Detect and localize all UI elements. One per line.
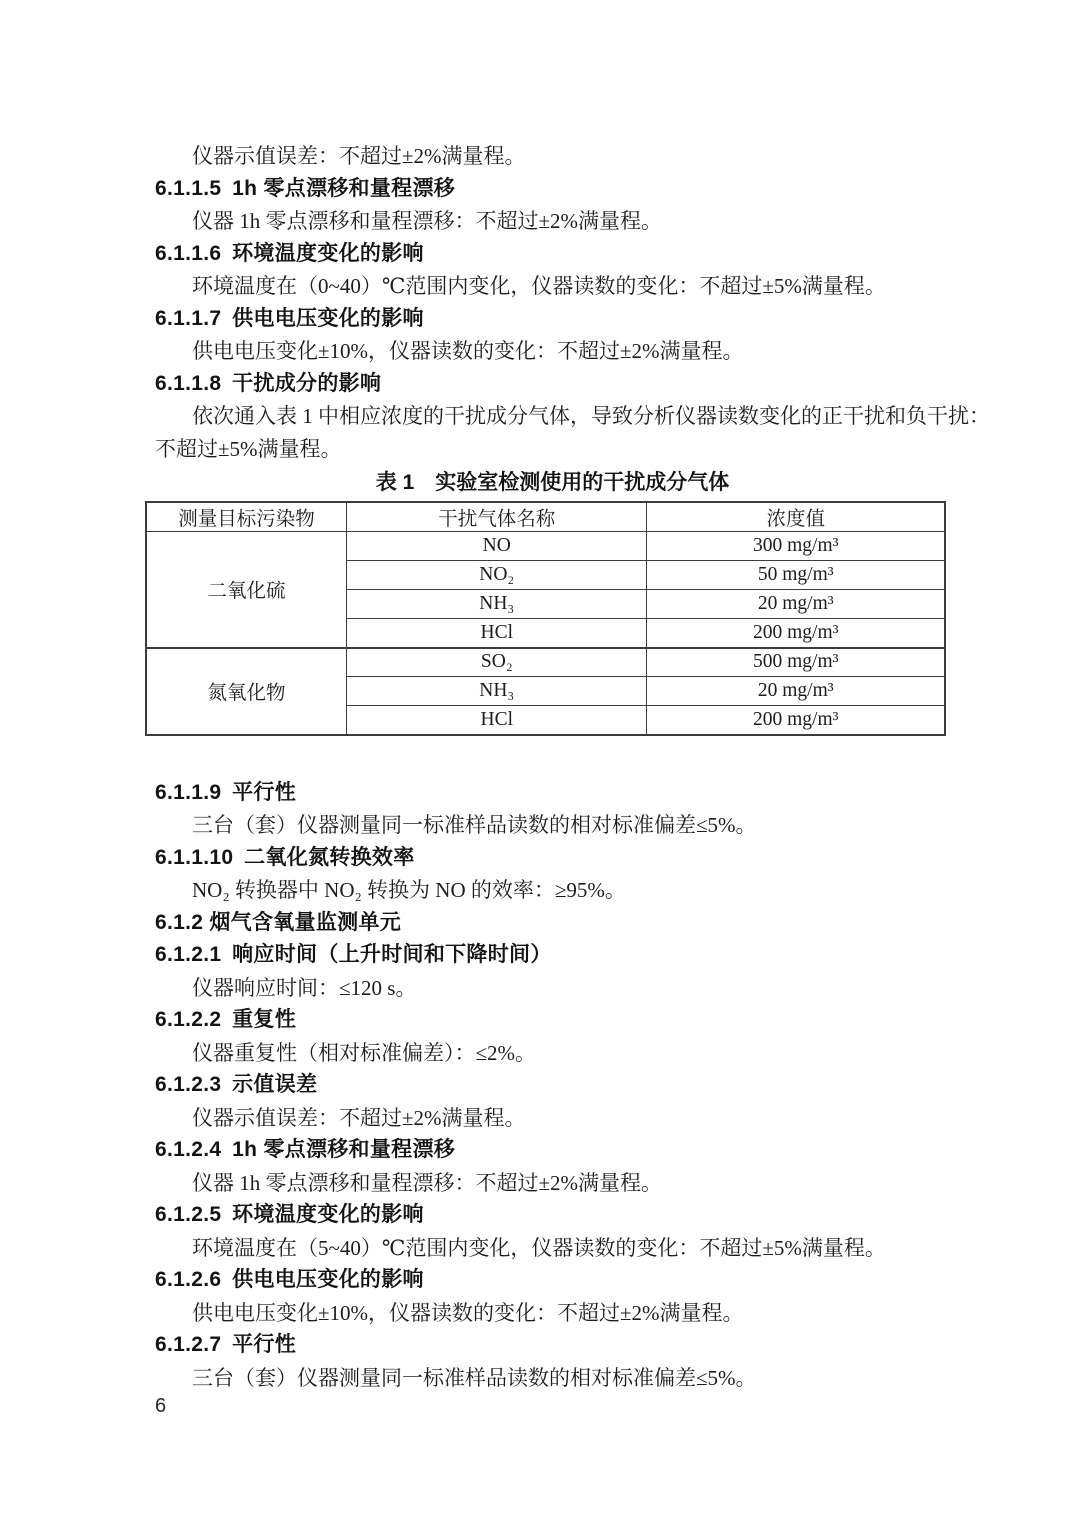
heading-6-1-1-8: 6.1.1.8 干扰成分的影响 — [155, 371, 382, 395]
heading-6-1-1-5: 6.1.1.5 1h 零点漂移和量程漂移 — [155, 176, 456, 200]
table-cell-gas: HCl — [347, 619, 647, 648]
col-header-pollutant: 测量目标污染物 — [146, 502, 347, 532]
table-cell-gas: NH₃ — [347, 677, 647, 706]
table-cell-gas: NO₂ — [347, 561, 647, 590]
table-cell-gas: NO — [347, 532, 647, 561]
heading-6-1-2-2: 6.1.2.2 重复性 — [155, 1008, 297, 1031]
table-cell-gas: HCl — [347, 706, 647, 735]
table-cell-value: 20 mg/m³ — [647, 590, 945, 619]
document-content — [155, 140, 990, 1394]
clause-body: 仪器 1h 零点漂移和量程漂移：不超过±2%满量程。 — [192, 1170, 663, 1195]
heading-6-1-2-5: 6.1.2.5 环境温度变化的影响 — [155, 1203, 424, 1226]
clause-body: 供电电压变化±10%，仪器读数的变化：不超过±2%满量程。 — [192, 339, 744, 363]
heading-6-1-2-1: 6.1.2.1 响应时间（上升时间和下降时间） — [155, 943, 552, 966]
heading-6-1-1-7: 6.1.1.7 供电电压变化的影响 — [155, 306, 424, 330]
table-header-row — [146, 502, 945, 532]
clause-body: 仪器重复性（相对标准偏差）：≤2%。 — [192, 1040, 537, 1065]
heading-6-1-1-10: 6.1.1.10 二氧化氮转换效率 — [155, 845, 415, 869]
clause-body: NO₂ 转换器中 NO₂ 转换为 NO 的效率：≥95%。 — [192, 878, 626, 902]
table-title: 表 1 实验室检测使用的干扰成分气体 — [375, 471, 730, 494]
clause-body: 供电电压变化±10%，仪器读数的变化：不超过±2%满量程。 — [192, 1300, 744, 1325]
table-cell-pollutant: 氮氧化物 — [146, 648, 347, 735]
table-cell-value: 50 mg/m³ — [647, 561, 945, 590]
heading-6-1-2-4: 6.1.2.4 1h 零点漂移和量程漂移 — [155, 1138, 456, 1161]
heading-6-1-2-6: 6.1.2.6 供电电压变化的影响 — [155, 1268, 424, 1291]
table-cell-value: 200 mg/m³ — [647, 706, 945, 735]
heading-6-1-2: 6.1.2 烟气含氧量监测单元 — [155, 910, 402, 934]
clause-body: 仪器示值误差：不超过±2%满量程。 — [192, 1105, 526, 1130]
clause-body: 环境温度在（0~40）℃范围内变化，仪器读数的变化：不超过±5%满量程。 — [192, 274, 886, 298]
interference-gas-table — [145, 501, 946, 736]
table-cell-value: 500 mg/m³ — [647, 648, 945, 677]
clause-body: 仪器 1h 零点漂移和量程漂移：不超过±2%满量程。 — [192, 209, 663, 233]
table-row — [146, 532, 945, 561]
table-cell-value: 20 mg/m³ — [647, 677, 945, 706]
clause-body: 环境温度在（5~40）℃范围内变化，仪器读数的变化：不超过±5%满量程。 — [192, 1235, 886, 1260]
table-cell-value: 200 mg/m³ — [647, 619, 945, 648]
table-cell-gas: NH₃ — [347, 590, 647, 619]
table-row — [146, 648, 945, 677]
clause-body: 仪器响应时间：≤120 s。 — [192, 975, 417, 1000]
heading-6-1-1-9: 6.1.1.9 平行性 — [155, 780, 297, 804]
col-header-gas-name: 干扰气体名称 — [347, 502, 647, 532]
clause-body: 三台（套）仪器测量同一标准样品读数的相对标准偏差≤5%。 — [192, 813, 757, 837]
clause-body: 三台（套）仪器测量同一标准样品读数的相对标准偏差≤5%。 — [192, 1365, 757, 1390]
page-number: 6 — [155, 1395, 167, 1417]
document-content-after-table — [155, 777, 950, 1395]
table-cell-pollutant: 二氧化硫 — [146, 532, 347, 648]
clause-body: 仪器示值误差：不超过±2%满量程。 — [192, 144, 526, 168]
clause-body: 依次通入表 1 中相应浓度的干扰成分气体，导致分析仪器读数变化的正干扰和负干扰： — [192, 404, 990, 428]
clause-body-continuation: 不超过±5%满量程。 — [155, 436, 342, 461]
table-cell-value: 300 mg/m³ — [647, 532, 945, 561]
heading-6-1-2-7: 6.1.2.7 平行性 — [155, 1333, 297, 1356]
table-cell-gas: SO₂ — [347, 648, 647, 677]
heading-6-1-1-6: 6.1.1.6 环境温度变化的影响 — [155, 241, 424, 265]
col-header-concentration: 浓度值 — [647, 502, 945, 532]
heading-6-1-2-3: 6.1.2.3 示值误差 — [155, 1073, 318, 1096]
